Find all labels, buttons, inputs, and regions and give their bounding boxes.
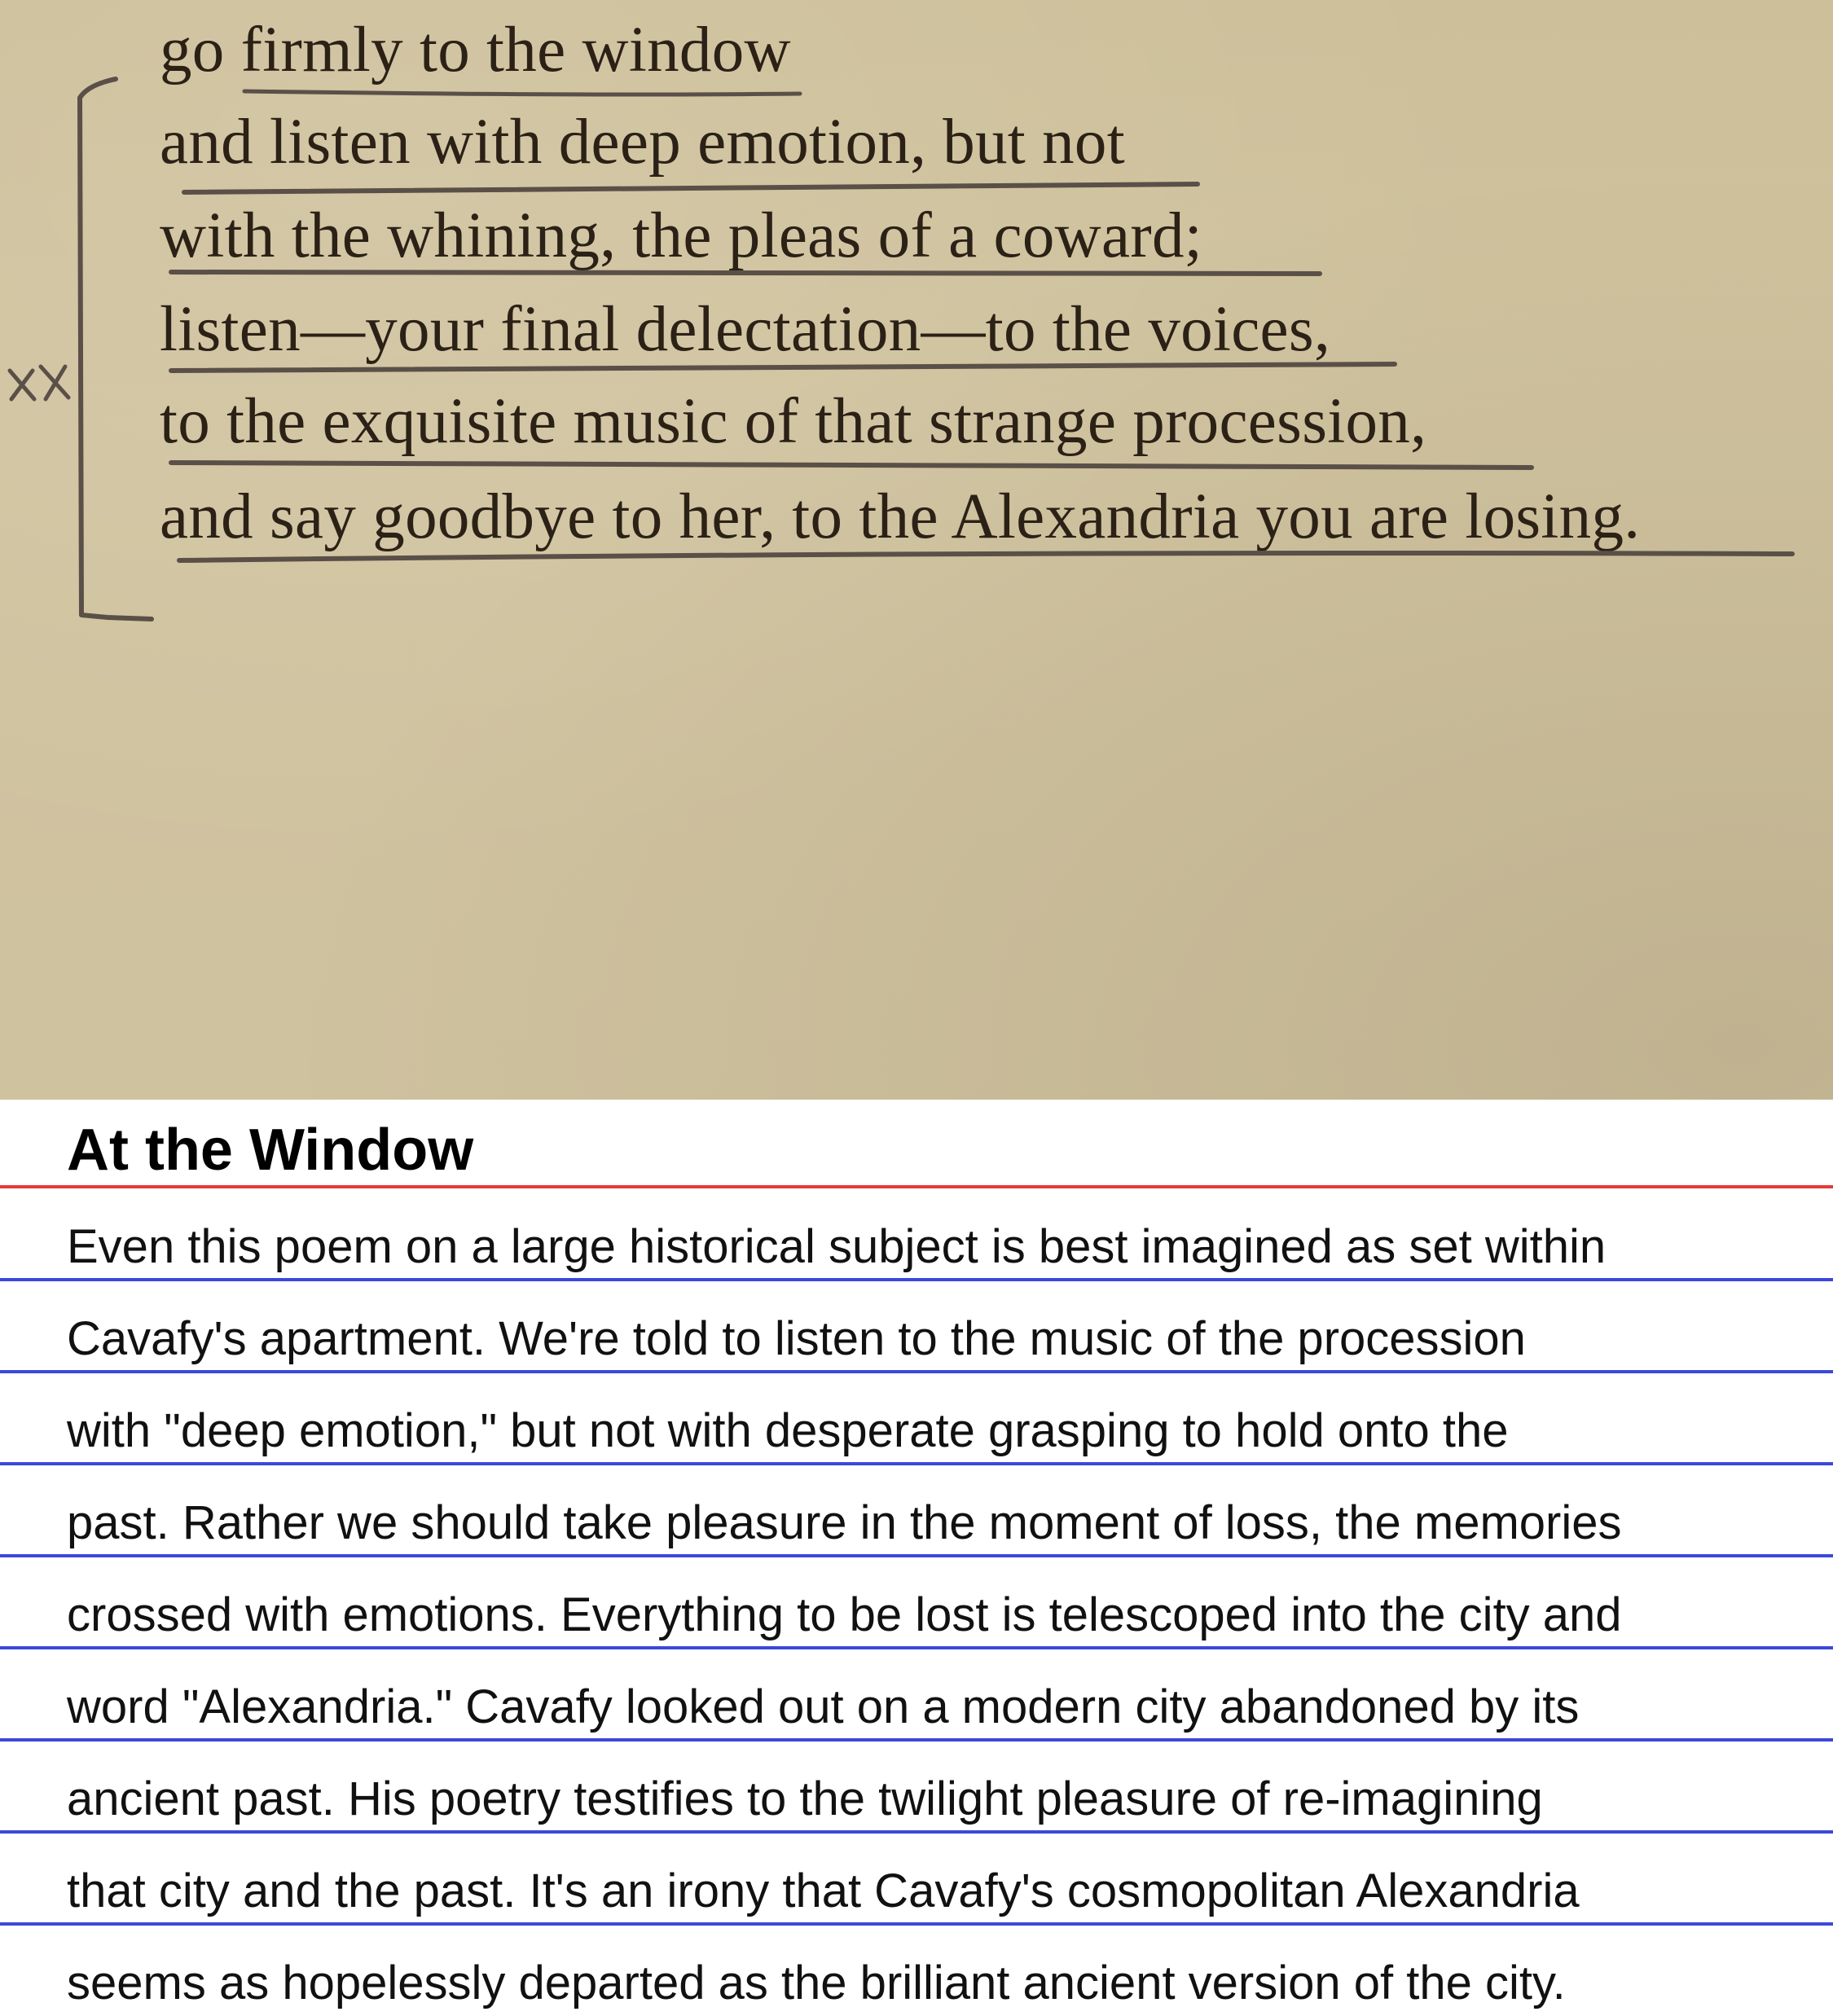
ruled-line	[0, 1922, 1833, 1926]
commentary-line-7: ancient past. His poetry testifies to the twilight pleasure of re-imagining	[67, 1772, 1543, 1825]
ruled-line	[0, 1462, 1833, 1465]
poem-line-4: listen—your final delectation—to the voices,	[160, 294, 1331, 365]
poem-line-5: to the exquisite music of that strange procession,	[160, 386, 1427, 457]
ruled-line	[0, 1278, 1833, 1281]
commentary-line-1: Even this poem on a large historical subject is best imagined as set within	[67, 1220, 1607, 1273]
poem-line-1: go firmly to the window	[160, 15, 791, 86]
ruled-line	[0, 1370, 1833, 1373]
poem-line-6: and say goodbye to her, to the Alexandria you are losing.	[160, 481, 1641, 552]
commentary-line-3: with "deep emotion," but not with desperate grasping to hold onto the	[67, 1404, 1509, 1457]
poem-line-2: and listen with deep emotion, but not	[160, 107, 1125, 178]
ruled-line	[0, 1646, 1833, 1649]
commentary-line-8: that city and the past. It's an irony that Cavafy's cosmopolitan Alexandria	[67, 1864, 1580, 1917]
ruled-line	[0, 1830, 1833, 1834]
poem-line-3: with the whining, the pleas of a coward;	[160, 200, 1203, 271]
commentary-title: At the Window	[67, 1118, 474, 1183]
commentary-line-5: crossed with emotions. Everything to be lost is telescoped into the city and	[67, 1588, 1622, 1641]
ruled-line	[0, 1554, 1833, 1557]
commentary-line-9: seems as hopelessly departed as the brilliant ancient version of the city.	[67, 1957, 1566, 2009]
commentary-line-2: Cavafy's apartment. We're told to listen to the music of the procession	[67, 1312, 1526, 1365]
title-rule	[0, 1185, 1833, 1188]
commentary-line-6: word "Alexandria." Cavafy looked out on a modern city abandoned by its	[67, 1680, 1580, 1733]
commentary-line-4: past. Rather we should take pleasure in the moment of loss, the memories	[67, 1496, 1622, 1549]
ruled-line	[0, 1738, 1833, 1741]
